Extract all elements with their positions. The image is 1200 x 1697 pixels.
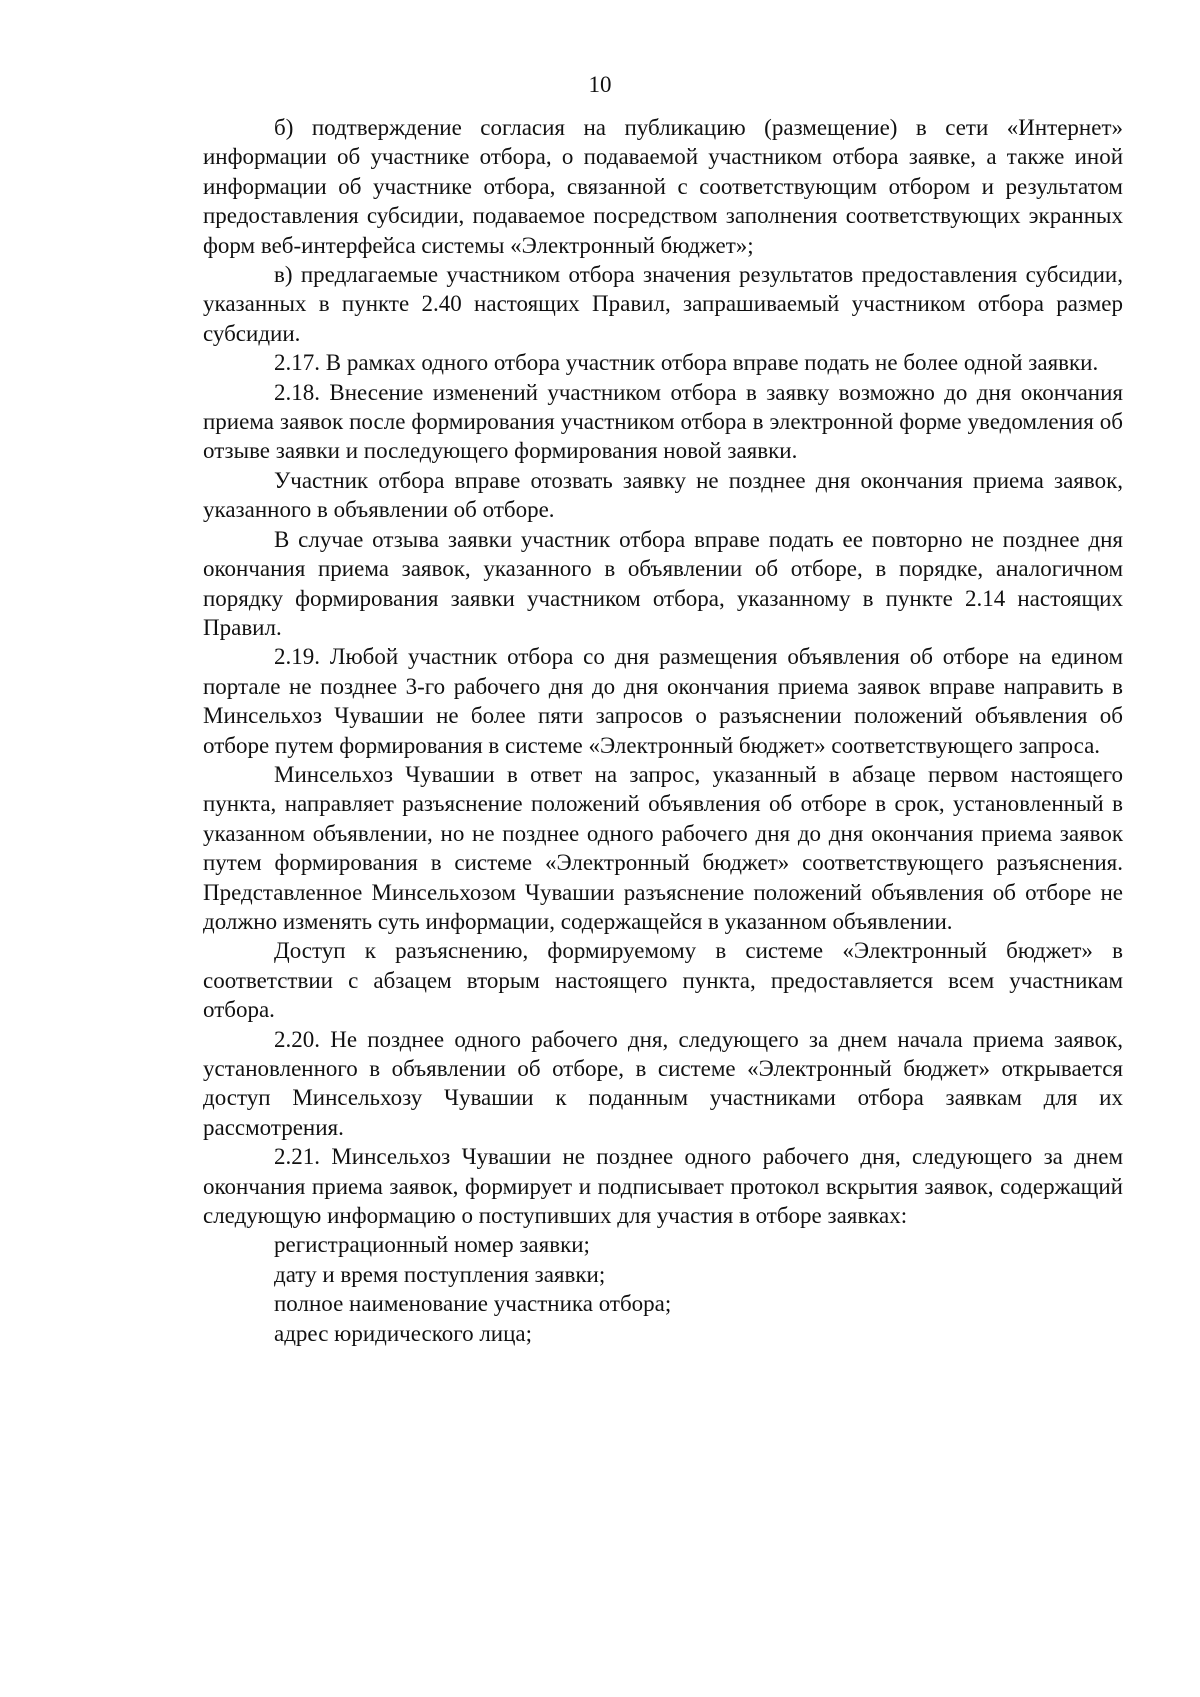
paragraph-resubmit-application: В случае отзыва заявки участник отбора вправе подать ее повторно не позднее дня окончания приема заявок, указанного в объявлении об отборе, в порядке, аналогичном порядку формирования заявки участником отбора, указанному в пункте 2.14 настоящих Правил. [203, 526, 1123, 640]
paragraph-withdraw-application: Участник отбора вправе отозвать заявку не позднее дня окончания приема заявок, указанного в объявлении об отборе. [203, 467, 1123, 523]
document-body [203, 113, 1123, 1348]
list-item-registration-number: регистрационный номер заявки; [274, 1232, 590, 1258]
page-number: 10 [588, 72, 612, 97]
paragraph-2-17: 2.17. В рамках одного отбора участник отбора вправе подать не более одной заявки. [274, 350, 1099, 376]
paragraph-2-18: 2.18. Внесение изменений участником отбора в заявку возможно до дня окончания приема заявок после формирования участником отбора в электронной форме уведомления об отзыве заявки и последующего формирования новой заявки. [203, 379, 1123, 464]
paragraph-2-19: 2.19. Любой участник отбора со дня размещения объявления об отборе на едином портале не позднее 3-го рабочего дня до дня окончания приема заявок вправе направить в Минсельхоз Чувашии не более пяти запросов о разъяснении положений объявления об отборе путем формирования в системе «Электронный бюджет» соответствующего запроса. [203, 644, 1123, 758]
paragraph-v-result-values: в) предлагаемые участником отбора значения результатов предоставления субсидии, указанных в пункте 2.40 настоящих Правил, запрашиваемый участником отбора размер субсидии. [203, 262, 1123, 346]
paragraph-2-21: 2.21. Минсельхоз Чувашии не позднее одного рабочего дня, следующего за днем окончания приема заявок, формирует и подписывает протокол вскрытия заявок, содержащий следующую информацию о поступивших для участия в отборе заявках: [203, 1144, 1123, 1229]
list-item-participant-name: полное наименование участника отбора; [274, 1291, 672, 1317]
list-item-legal-address: адрес юридического лица; [274, 1320, 533, 1346]
paragraph-b-consent-publication: б) подтверждение согласия на публикацию (размещение) в сети «Интернет» информации об участнике отбора, о подаваемой участником отбора заявке, а также иной информации об участнике отбора, связанной с соответствующим отбором и результатом предоставления субсидии, подаваемое посредством заполнения соответствующих экранных форм веб-интерфейса системы «Электронный бюджет»; [203, 115, 1123, 258]
paragraph-clarification-response: Минсельхоз Чувашии в ответ на запрос, указанный в абзаце первом настоящего пункта, направляет разъяснение положений объявления об отборе в срок, установленный в указанном объявлении, но не позднее одного рабочего дня до дня окончания приема заявок путем формирования в системе «Электронный бюджет» соответствующего разъяснения. Представленное Минсельхозом Чувашии разъяснение положений объявления об отборе не должно изменять суть информации, содержащейся в указанном объявлении. [203, 761, 1123, 934]
paragraph-clarification-access: Доступ к разъяснению, формируемому в системе «Электронный бюджет» в соответствии с абзацем вторым настоящего пункта, предоставляется всем участникам отбора. [203, 938, 1123, 1023]
list-item-date-time: дату и время поступления заявки; [274, 1261, 606, 1287]
paragraph-2-20: 2.20. Не позднее одного рабочего дня, следующего за днем начала приема заявок, установленного в объявлении об отборе, в системе «Электронный бюджет» открывается доступ Минсельхозу Чувашии к поданным участниками отбора заявкам для их рассмотрения. [203, 1026, 1123, 1140]
